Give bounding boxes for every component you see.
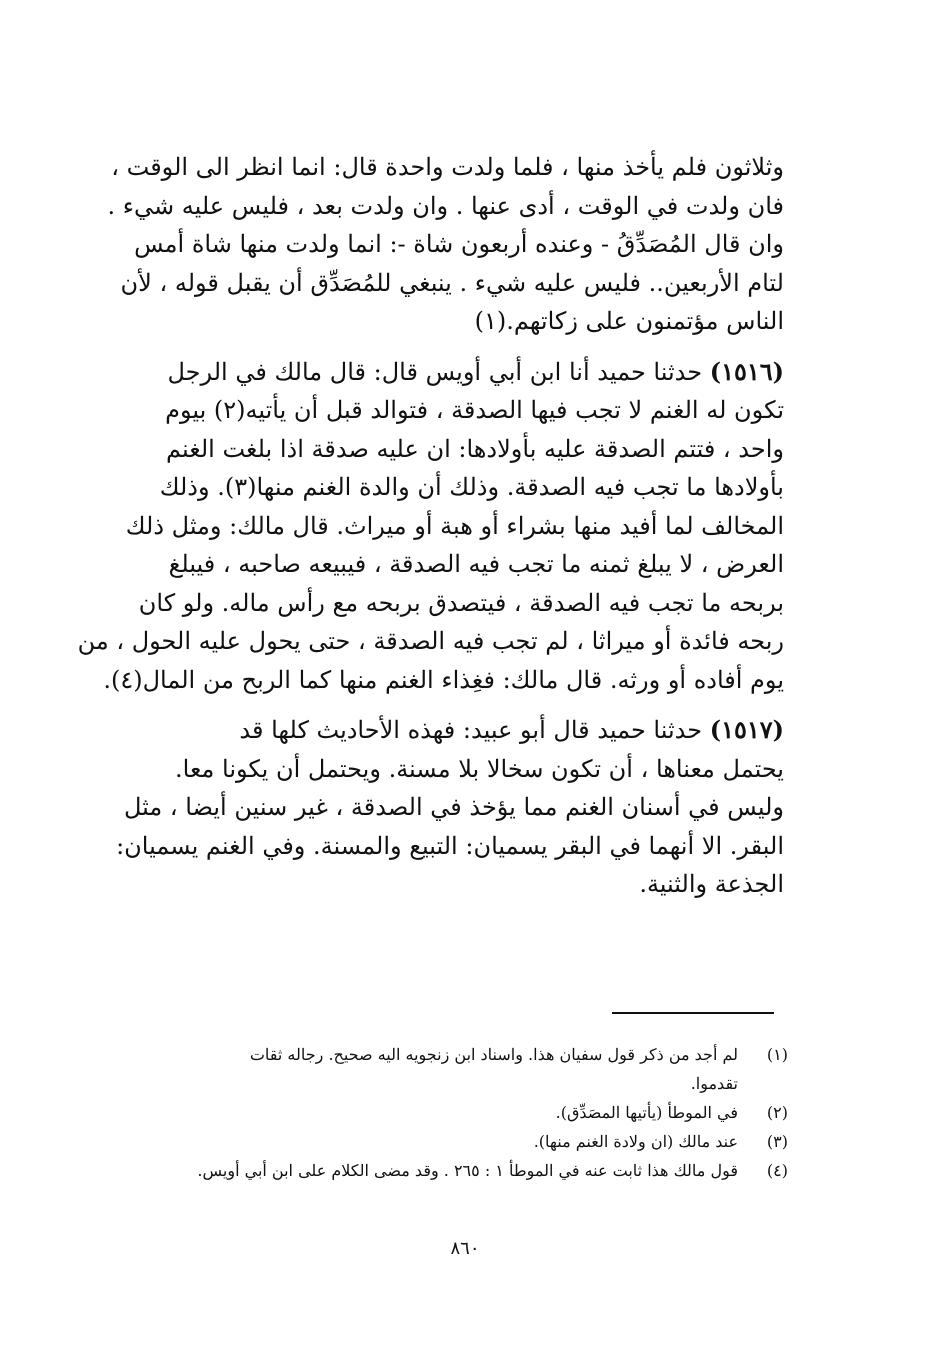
text-line: وليس في أسنان الغنم مما يؤخذ في الصدقة ، غير سنين أيضا ، مثل [123, 793, 784, 821]
footnote-2 [108, 1098, 788, 1127]
footnote-line: لم أجد من ذكر قول سفيان هذا. واسناد ابن زنجويه اليه صحيح. رجاله ثقات [249, 1045, 738, 1064]
main-text [77, 148, 784, 916]
text-line: تكون له الغنم لا تجب فيها الصدقة ، فتوالد قبل أن يأتيه(٢) بيوم [165, 396, 784, 424]
text-line: وان قال المُصَدِّقُ - وعنده أربعون شاة -: انما ولدت منها شاة أمس [134, 230, 784, 258]
text-line: يوم أفاده أو ورثه. قال مالك: فغِذاء الغنم منها كما الربح من المال(٤). [103, 665, 784, 694]
paragraph-hadith-1517 [108, 711, 784, 904]
text-line-rest: حدثنا حميد قال أبو عبيد: فهذه الأحاديث كلها قد [239, 716, 710, 744]
text-line: وثلاثون فلم يأخذ منها ، فلما ولدت واحدة قال: انما انظر الى الوقت ، [111, 153, 784, 181]
footnote-text [108, 1040, 738, 1098]
text-line: الجذعة والثنية. [639, 870, 784, 898]
hadith-number: (١٥١٦) [709, 356, 784, 386]
footnote-3 [108, 1127, 788, 1156]
text-line: المخالف لما أفيد منها بشراء أو هبة أو ميراث. قال مالك: ومثل ذلك [125, 511, 784, 540]
footnote-4 [108, 1156, 788, 1185]
text-line: لتام الأربعين.. فليس عليه شيء . ينبغي للمُصَدِّق أن يقبل قوله ، لأن [120, 268, 784, 297]
footnote-text: في الموطأ (يأتيها المصَدِّق). [555, 1103, 738, 1122]
footnote-number: (١) [766, 1045, 788, 1064]
paragraph-hadith-1516 [77, 353, 784, 700]
footnote-number: (٢) [766, 1103, 788, 1122]
text-line: يحتمل معناها ، أن تكون سخالا بلا مسنة. ويحتمل أن يكونا معا. [175, 754, 784, 783]
hadith-number: (١٥١٧) [709, 715, 784, 744]
text-line: الناس مؤتمنون على زكاتهم.(١) [474, 307, 784, 335]
paragraph-continuation [108, 148, 784, 341]
text-line: فان ولدت في الوقت ، أدى عنها . وان ولدت بعد ، فليس عليه شيء . [107, 191, 784, 220]
text-line: واحد ، فتتم الصدقة عليه بأولادها: ان عليه صدقة اذا بلغت الغنم [166, 434, 784, 463]
text-line-first [108, 711, 784, 750]
text-line-rest: حدثنا حميد أنا ابن أبي أويس قال: قال مالك في الرجل [167, 357, 710, 386]
text-line: العرض ، لا يبلغ ثمنه ما تجب فيه الصدقة ، فيبيعه صاحبه ، فيبلغ [168, 550, 784, 578]
footnotes [108, 1040, 788, 1185]
text-line: بأولادها ما تجب فيه الصدقة. وذلك أن والدة الغنم منها(٣). وذلك [159, 473, 784, 501]
text-line-first [108, 353, 784, 392]
text-line: ربحه فائدة أو ميراثا ، لم تجب فيه الصدقة ، حتى يحول عليه الحول ، من [77, 627, 784, 655]
footnote-1 [108, 1040, 788, 1098]
page-number: ٨٦٠ [450, 1238, 480, 1259]
footnote-line: تقدموا. [690, 1074, 738, 1093]
footnote-text: عند مالك (ان ولادة الغنم منها). [533, 1132, 738, 1151]
text-line: البقر. الا أنهما في البقر يسميان: التبيع والمسنة. وفي الغنم يسميان: [116, 831, 784, 860]
footnote-number: (٤) [766, 1161, 788, 1180]
footnote-separator [612, 1012, 774, 1014]
text-line: بربحه ما تجب فيه الصدقة ، فيتصدق بربحه مع رأس ماله. ولو كان [138, 588, 784, 617]
footnote-number: (٣) [766, 1132, 788, 1151]
footnote-text: قول مالك هذا ثابت عنه في الموطأ ١ : ٢٦٥ . وقد مضى الكلام على ابن أبي أويس. [197, 1161, 738, 1180]
